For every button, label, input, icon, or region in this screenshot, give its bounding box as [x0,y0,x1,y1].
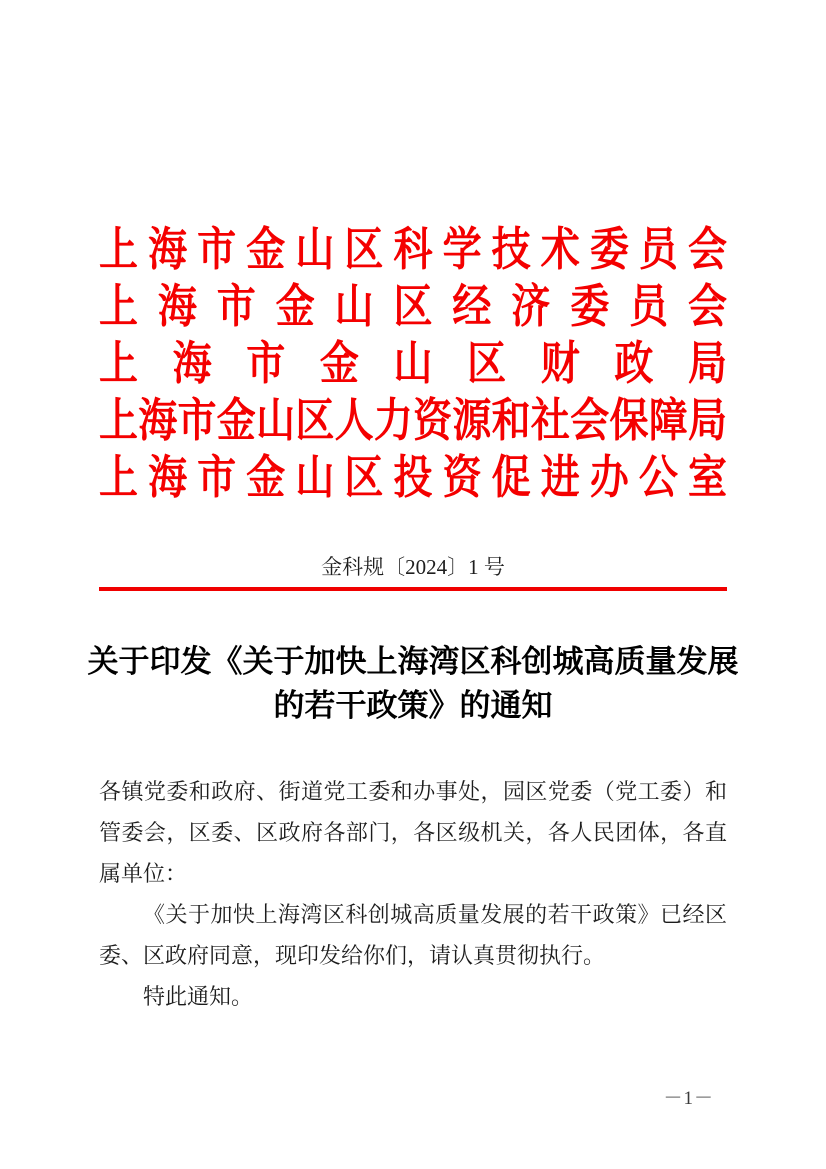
body-paragraph-closing: 特此通知。 [143,984,254,1009]
red-divider-rule [99,587,727,591]
page-number: －1－ [663,1088,714,1109]
document-title-line1: 关于印发《关于加快上海湾区科创城高质量发展 [87,644,739,679]
document-title-line2: 的若干政策》的通知 [273,688,553,723]
document-body [99,771,727,1017]
agency-name-economic-committee: 上海市金山区经济委员会 [99,282,727,333]
red-header-block [99,222,727,507]
document-title [60,640,766,728]
body-paragraph-issuance: 《关于加快上海湾区科创城高质量发展的若干政策》已经区委、区政府同意，现印发给你们，请认真贯彻执行。 [99,902,727,968]
agency-name-hr-social-security-bureau: 上海市金山区人力资源和社会保障局 [99,396,727,447]
body-salutation: 各镇党委和政府、街道党工委和办事处，园区党委（党工委）和管委会，区委、区政府各部门，各区级机关，各人民团体，各直属单位： [99,779,727,886]
document-number: 金科规〔2024〕1 号 [321,555,505,579]
agency-name-investment-promotion-office: 上海市金山区投资促进办公室 [99,453,727,504]
agency-name-science-tech-committee: 上海市金山区科学技术委员会 [99,225,727,276]
agency-name-finance-bureau: 上海市金山区财政局 [99,339,727,390]
